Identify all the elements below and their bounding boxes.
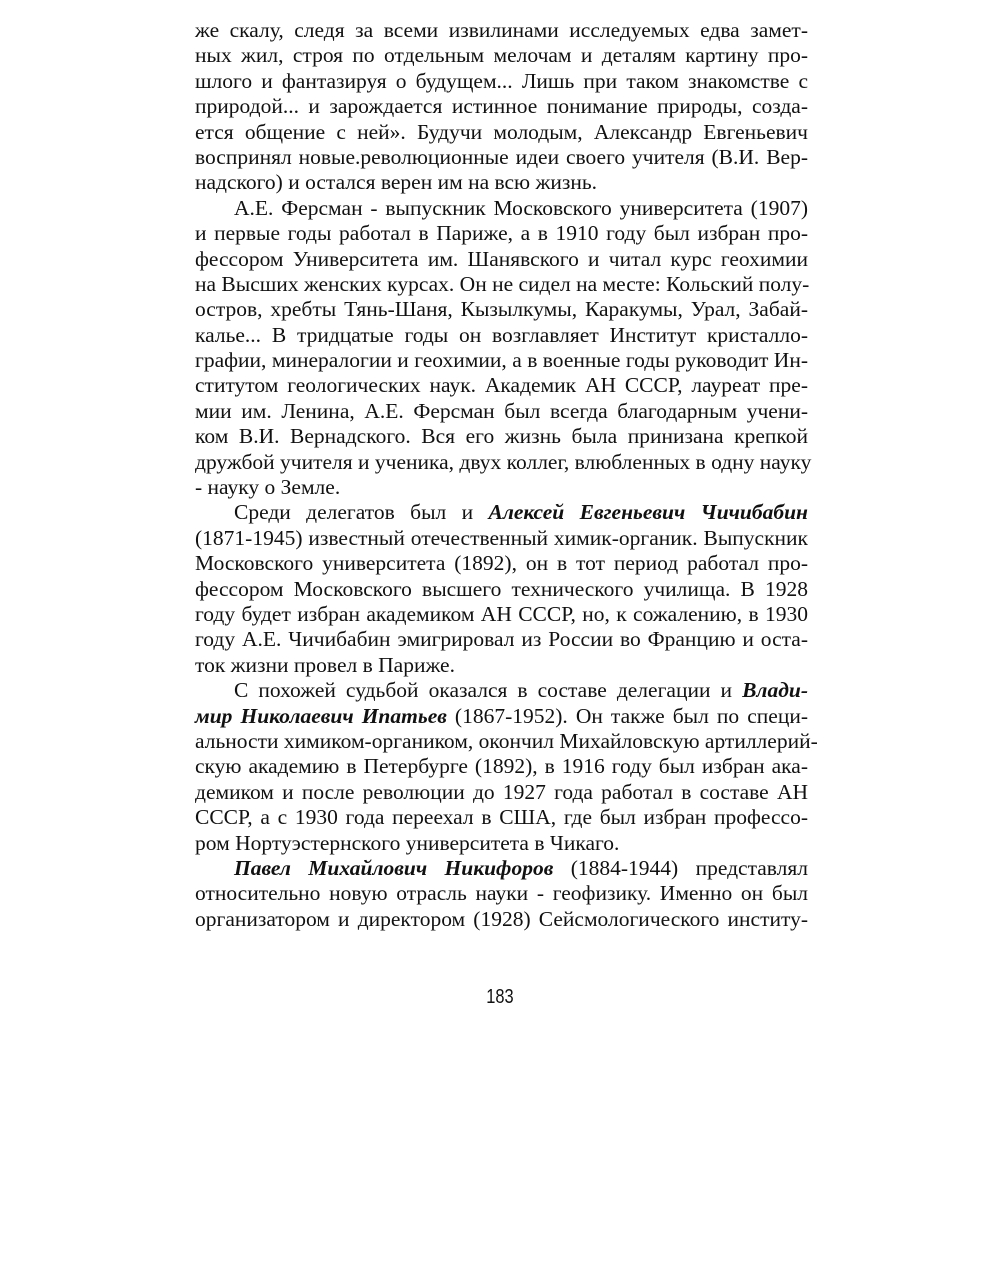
text-line: относительно новую отрасль науки - геофизику. Именно он был [195, 881, 808, 906]
text-line: альности химиком-органиком, окончил Михайловскую артиллерий- [195, 728, 818, 753]
text-run: (1867-1952). Он также был по специ- [446, 703, 808, 728]
text-line: году будет избран академиком АН СССР, но, к сожалению, в 1930 [195, 601, 808, 626]
text-line [195, 678, 808, 703]
text-line: демиком и после революции до 1927 года работал в составе АН [195, 779, 808, 804]
text-line: надского) и остался верен им на всю жизнь. [195, 170, 598, 195]
text-line: природой... и зарождается истинное понимание природы, созда- [195, 94, 808, 119]
text-line: ток жизни провел в Париже. [195, 652, 455, 677]
text-line: дружбой учителя и ученика, двух коллег, влюбленных в одну науку [195, 449, 812, 474]
paragraph [195, 856, 808, 932]
text-run: С похожей судьбой оказался в составе делегации и [234, 678, 743, 703]
body-text [195, 18, 818, 932]
text-line: воспринял новые.революционные идеи своего учителя (В.И. Вер- [195, 144, 808, 169]
text-line: А.Е. Ферсман - выпускник Московского университета (1907) [234, 195, 808, 220]
text-line: организатором и директором (1928) Сейсмологического институ- [195, 906, 808, 931]
paragraph [195, 195, 812, 501]
text-line: фессором Московского высшего технического училища. В 1928 [195, 576, 808, 601]
text-line: графии, минералогии и геохимии, а в военные годы руководит Ин- [195, 348, 808, 373]
text-line: Московского университета (1892), он в тот период работал про- [195, 551, 808, 576]
person-name: Влади- [742, 678, 808, 703]
text-line: ком В.И. Вернадского. Вся его жизнь была принизана крепкой [195, 424, 808, 449]
text-line: ных жил, строя по отдельным мелочам и деталям картину про- [195, 43, 808, 68]
text-line: - науку о Земле. [195, 475, 341, 500]
text-run: Среди делегатов был и [234, 500, 489, 525]
text-line: же скалу, следя за всеми извилинами исследуемых едва замет- [195, 18, 808, 42]
text-line: мии им. Ленина, А.Е. Ферсман был всегда благодарным учени- [195, 398, 808, 423]
text-line [195, 856, 808, 881]
text-run: (1884-1944) представлял [553, 855, 808, 880]
text-line: и первые годы работал в Париже, а в 1910 году был избран про- [195, 221, 808, 246]
person-name: мир Николаевич Ипатьев [195, 703, 447, 728]
text-line: на Высших женских курсах. Он не сидел на месте: Кольский полу- [195, 271, 810, 296]
text-line: году А.Е. Чичибабин эмигрировал из России во Францию и оста- [195, 627, 808, 652]
text-line: ститутом геологических наук. Академик АН СССР, лауреат пре- [195, 373, 808, 398]
paragraph [195, 678, 818, 856]
text-line: (1871-1945) известный отечественный химик-органик. Выпускник [195, 525, 808, 550]
person-name: Павел Михайлович Никифоров [234, 855, 554, 880]
person-name: Алексей Евгеньевич Чичибабин [488, 500, 808, 525]
text-line: ется общение с ней». Будучи молодым, Александр Евгеньевич [195, 119, 808, 144]
text-line: скую академию в Петербурге (1892), в 1916 году был избран ака- [195, 754, 808, 779]
text-line: СССР, а с 1930 года переехал в США, где был избран профессо- [195, 805, 808, 830]
paragraph [195, 18, 808, 196]
page-number: 183 [486, 986, 514, 1008]
text-line: калье... В тридцатые годы он возглавляет Институт кристалло- [195, 322, 808, 347]
text-line [195, 500, 808, 525]
text-line [195, 704, 808, 729]
text-line: фессором Университета им. Шанявского и читал курс геохимии [195, 246, 808, 271]
paragraph [195, 500, 808, 678]
text-line: шлого и фантазируя о будущем... Лишь при таком знакомстве с [195, 68, 808, 93]
text-line: ром Нортуэстернского университета в Чикаго. [195, 830, 620, 855]
text-line: остров, хребты Тянь-Шаня, Кызылкумы, Каракумы, Урал, Забай- [195, 297, 808, 322]
